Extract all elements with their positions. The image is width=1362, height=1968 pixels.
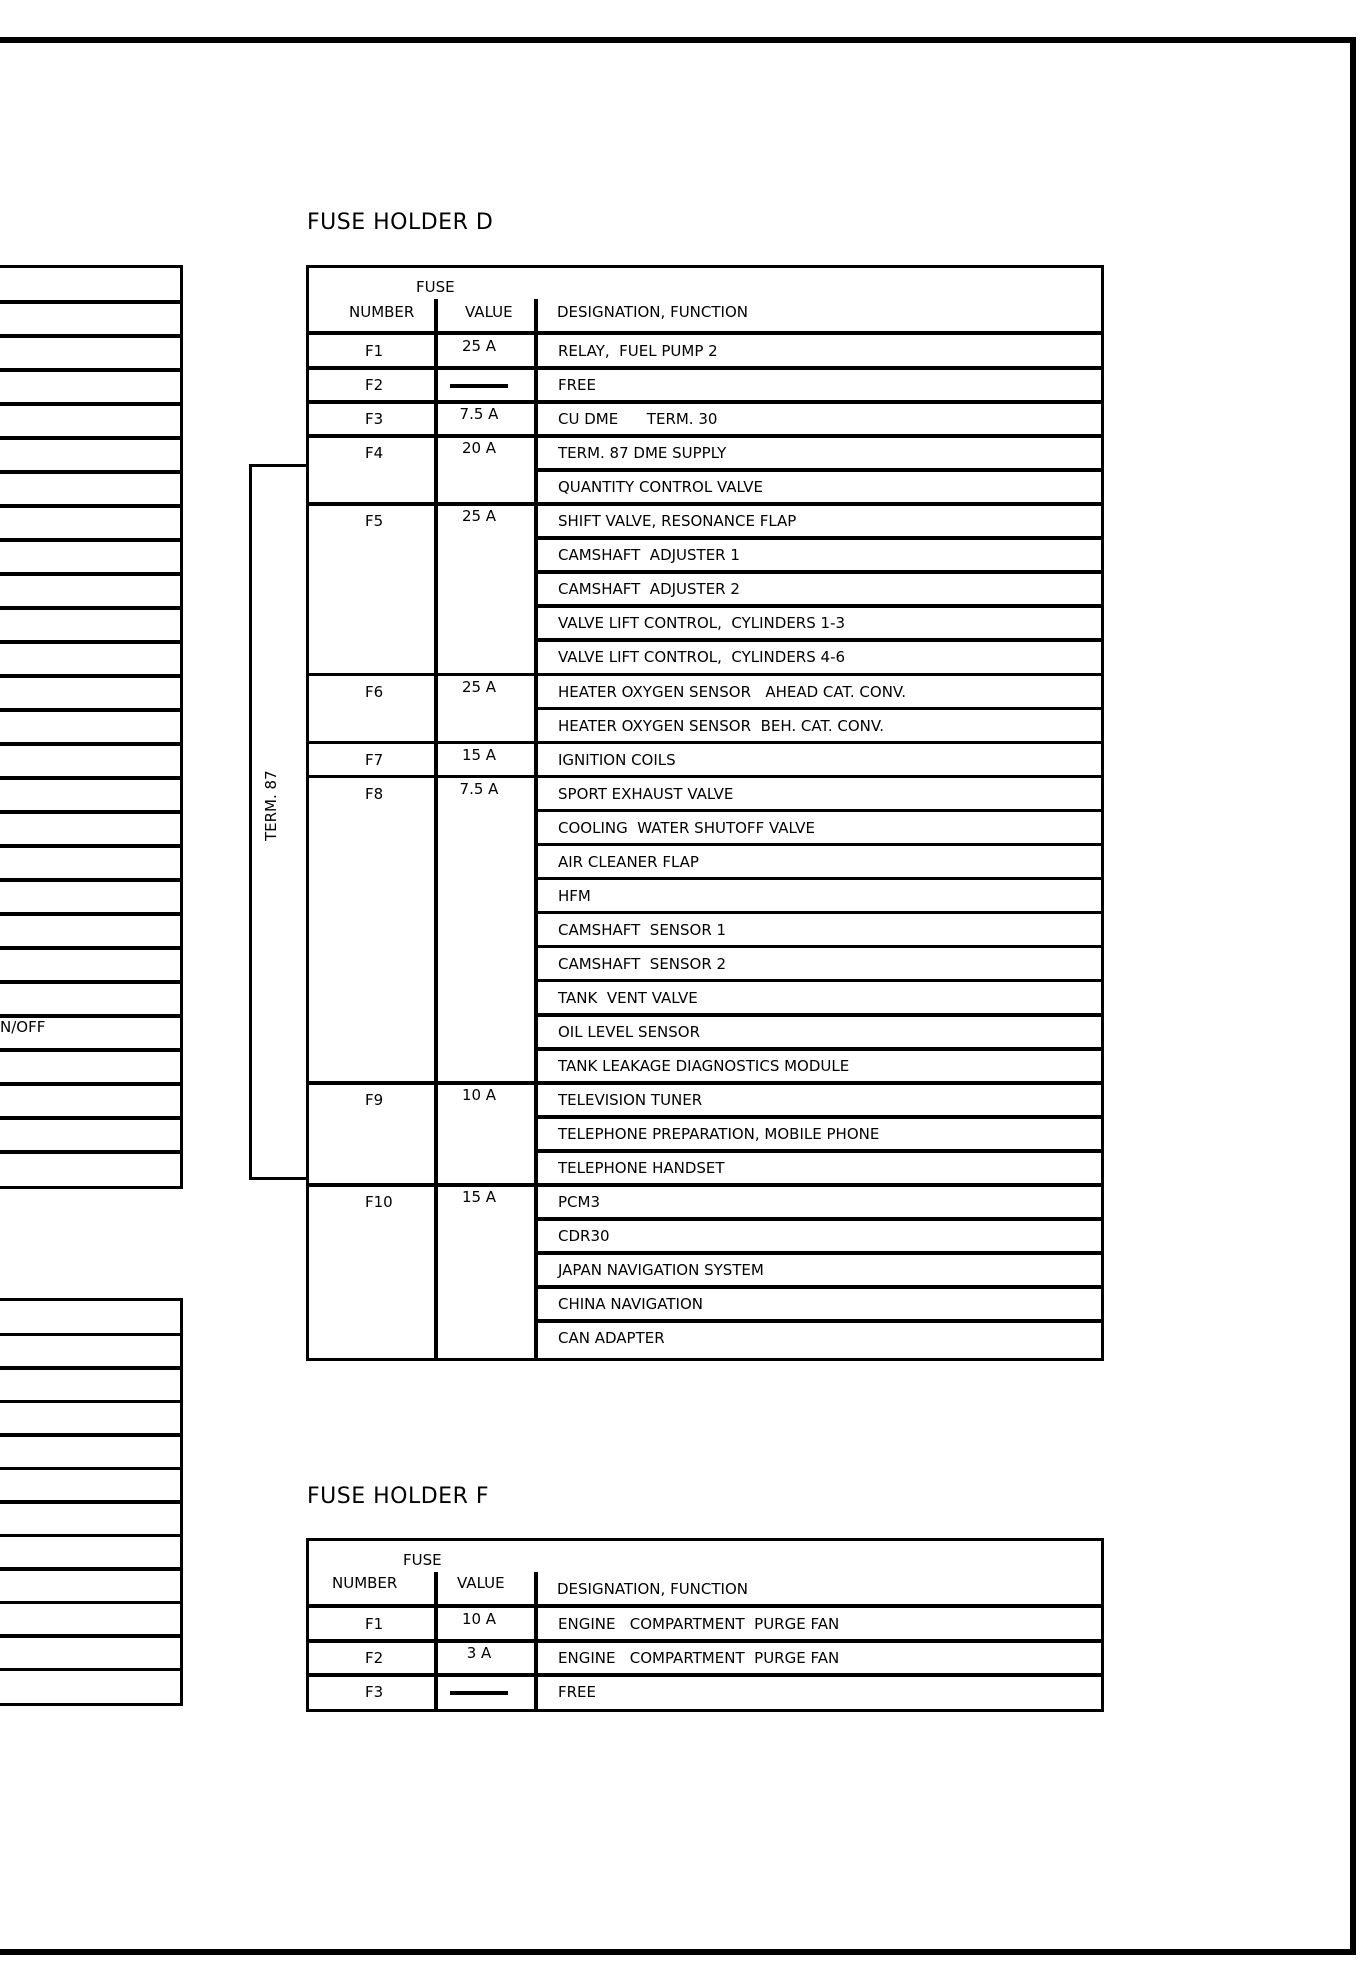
left-row-separator (0, 1601, 180, 1605)
designation-text: VALVE LIFT CONTROL, CYLINDERS 1-3 (558, 614, 846, 633)
fuse-number: F6 (365, 682, 384, 701)
designation-text: TANK VENT VALVE (558, 988, 698, 1007)
fuse-holder-d-title: FUSE HOLDER D (307, 210, 494, 235)
left-row-separator (0, 1048, 180, 1052)
left-row-separator (0, 980, 180, 984)
fuse-value: 25 A (461, 507, 497, 526)
table-row (309, 1288, 1101, 1322)
designation-text: CAMSHAFT ADJUSTER 1 (558, 546, 740, 565)
table-row (309, 1676, 1101, 1710)
left-row-separator (0, 1116, 180, 1120)
table-row (309, 403, 1101, 437)
fuse-number: F7 (365, 750, 384, 769)
left-row-separator (0, 504, 180, 508)
fuse-number: F4 (365, 444, 384, 463)
left-row-separator (0, 912, 180, 916)
left-row-separator (0, 1634, 180, 1638)
table-row (309, 982, 1101, 1016)
table-row (309, 369, 1101, 403)
designation-text: CHINA NAVIGATION (558, 1295, 703, 1314)
left-row-separator (0, 776, 180, 780)
left-row-separator (0, 1534, 180, 1538)
designation-text: VALVE LIFT CONTROL, CYLINDERS 4-6 (558, 648, 846, 667)
designation-text: FREE (558, 1683, 597, 1701)
header-gap (432, 1541, 540, 1572)
designation-text: FREE (558, 376, 597, 395)
fuse-number: F1 (365, 342, 384, 360)
left-row-separator (0, 436, 180, 440)
table-row (309, 880, 1101, 914)
fuse-holder-f-table (306, 1538, 1104, 1712)
fuse-value: 10 A (461, 1086, 497, 1105)
fuse-value: 7.5 A (459, 405, 499, 424)
left-row-separator (0, 946, 180, 950)
left-row-separator (0, 1082, 180, 1086)
fuse-number: F2 (365, 376, 384, 395)
left-row-separator (0, 1014, 180, 1018)
left-row-separator (0, 1668, 180, 1672)
header-number: NUMBER (349, 303, 415, 321)
header-value: VALUE (457, 1574, 505, 1592)
designation-text: AIR CLEANER FLAP (558, 852, 699, 871)
designation-text: RELAY, FUEL PUMP 2 (558, 342, 718, 360)
table-row (309, 778, 1101, 812)
designation-text: CAN ADAPTER (558, 1329, 665, 1348)
table-row (309, 1016, 1101, 1050)
fuse-number: F10 (365, 1193, 393, 1212)
left-row-separator (0, 640, 180, 644)
left-row-separator (0, 402, 180, 406)
left-row-separator (0, 878, 180, 882)
table-row (309, 335, 1101, 369)
designation-text: IGNITION COILS (558, 750, 676, 769)
left-row-separator (0, 1567, 180, 1571)
left-row-separator (0, 606, 180, 610)
left-row-separator (0, 1467, 180, 1471)
fuse-value: 20 A (461, 439, 497, 458)
header-fuse: FUSE (403, 1551, 442, 1569)
fuse-value: 25 A (461, 337, 497, 355)
designation-text: CAMSHAFT SENSOR 2 (558, 954, 727, 973)
table-row (309, 676, 1101, 710)
term-87-label: TERM. 87 (262, 770, 280, 841)
designation-text: ENGINE COMPARTMENT PURGE FAN (558, 1615, 840, 1633)
table-row (309, 1220, 1101, 1254)
table-row (309, 1050, 1101, 1084)
header-value: VALUE (465, 303, 513, 321)
fuse-value: 10 A (461, 1610, 497, 1628)
table-row (309, 573, 1101, 607)
left-row-separator (0, 844, 180, 848)
table-row (309, 710, 1101, 744)
left-row-separator (0, 674, 180, 678)
table-row (309, 948, 1101, 982)
table-row (309, 744, 1101, 778)
table-row (309, 1186, 1101, 1220)
designation-text: HEATER OXYGEN SENSOR BEH. CAT. CONV. (558, 716, 884, 735)
fuse-holder-f-title: FUSE HOLDER F (307, 1484, 490, 1509)
table-row (309, 607, 1101, 641)
free-dash (450, 1691, 508, 1695)
designation-text: HEATER OXYGEN SENSOR AHEAD CAT. CONV. (558, 682, 907, 701)
designation-text: CAMSHAFT ADJUSTER 2 (558, 580, 740, 599)
free-dash (450, 384, 508, 388)
table-row (309, 1322, 1101, 1356)
fuse-value: 7.5 A (459, 779, 499, 798)
table-row (309, 846, 1101, 880)
left-row-separator (0, 1500, 180, 1504)
header-number: NUMBER (332, 1574, 398, 1592)
left-row-separator (0, 1433, 180, 1437)
table-row (309, 539, 1101, 573)
left-fragment-text: N/OFF (0, 1018, 46, 1036)
designation-text: CDR30 (558, 1227, 610, 1246)
table-row (309, 505, 1101, 539)
designation-text: TELEPHONE PREPARATION, MOBILE PHONE (558, 1125, 880, 1144)
designation-text: SPORT EXHAUST VALVE (558, 784, 734, 803)
left-row-separator (0, 470, 180, 474)
fuse-holder-d-table (306, 265, 1104, 1361)
header-fuse: FUSE (416, 278, 455, 296)
table-row (309, 437, 1101, 471)
table-row (309, 1608, 1101, 1642)
header-separator (309, 331, 1101, 335)
designation-text: JAPAN NAVIGATION SYSTEM (558, 1261, 764, 1280)
table-row (309, 471, 1101, 505)
header-separator (309, 1604, 1101, 1608)
left-row-separator (0, 572, 180, 576)
designation-text: TANK LEAKAGE DIAGNOSTICS MODULE (558, 1057, 850, 1076)
table-row (309, 641, 1101, 675)
left-row-separator (0, 708, 180, 712)
designation-text: COOLING WATER SHUTOFF VALVE (558, 818, 815, 837)
left-row-separator (0, 1400, 180, 1404)
designation-text: ENGINE COMPARTMENT PURGE FAN (558, 1649, 840, 1667)
table-row (309, 1152, 1101, 1186)
left-row-separator (0, 334, 180, 338)
designation-text: CAMSHAFT SENSOR 1 (558, 920, 727, 939)
left-row-separator (0, 300, 180, 304)
left-row-separator (0, 1150, 180, 1154)
table-row (309, 1118, 1101, 1152)
left-row-separator (0, 1366, 180, 1370)
header-designation: DESIGNATION, FUNCTION (557, 1580, 748, 1598)
fuse-number: F2 (365, 1649, 384, 1667)
fuse-number: F3 (365, 410, 384, 429)
designation-text: OIL LEVEL SENSOR (558, 1023, 701, 1041)
left-table-lower-fragment (0, 1298, 183, 1706)
fuse-value: 15 A (461, 1188, 497, 1207)
designation-text: TELEVISION TUNER (558, 1091, 703, 1110)
designation-text: SHIFT VALVE, RESONANCE FLAP (558, 512, 797, 531)
left-row-separator (0, 368, 180, 372)
left-table-upper-fragment (0, 265, 183, 1189)
table-row (309, 812, 1101, 846)
designation-text: TELEPHONE HANDSET (558, 1159, 725, 1178)
table-row (309, 1254, 1101, 1288)
table-row (309, 914, 1101, 948)
left-row-separator (0, 810, 180, 814)
fuse-number: F8 (365, 784, 384, 803)
fuse-value: 15 A (461, 745, 497, 764)
fuse-number: F9 (365, 1091, 384, 1110)
left-row-separator (0, 538, 180, 542)
fuse-number: F5 (365, 512, 384, 531)
header-designation: DESIGNATION, FUNCTION (557, 303, 748, 321)
left-row-separator (0, 742, 180, 746)
fuse-number: F3 (365, 1683, 384, 1701)
table-row (309, 1084, 1101, 1118)
designation-text: PCM3 (558, 1193, 601, 1212)
left-row-separator (0, 1333, 180, 1337)
fuse-value: 3 A (466, 1644, 492, 1662)
designation-text: CU DME TERM. 30 (558, 410, 718, 429)
designation-text: TERM. 87 DME SUPPLY (558, 444, 727, 463)
fuse-number: F1 (365, 1615, 384, 1633)
table-row (309, 1642, 1101, 1676)
designation-text: QUANTITY CONTROL VALVE (558, 478, 763, 497)
fuse-value: 25 A (461, 677, 497, 696)
designation-text: HFM (558, 886, 591, 905)
